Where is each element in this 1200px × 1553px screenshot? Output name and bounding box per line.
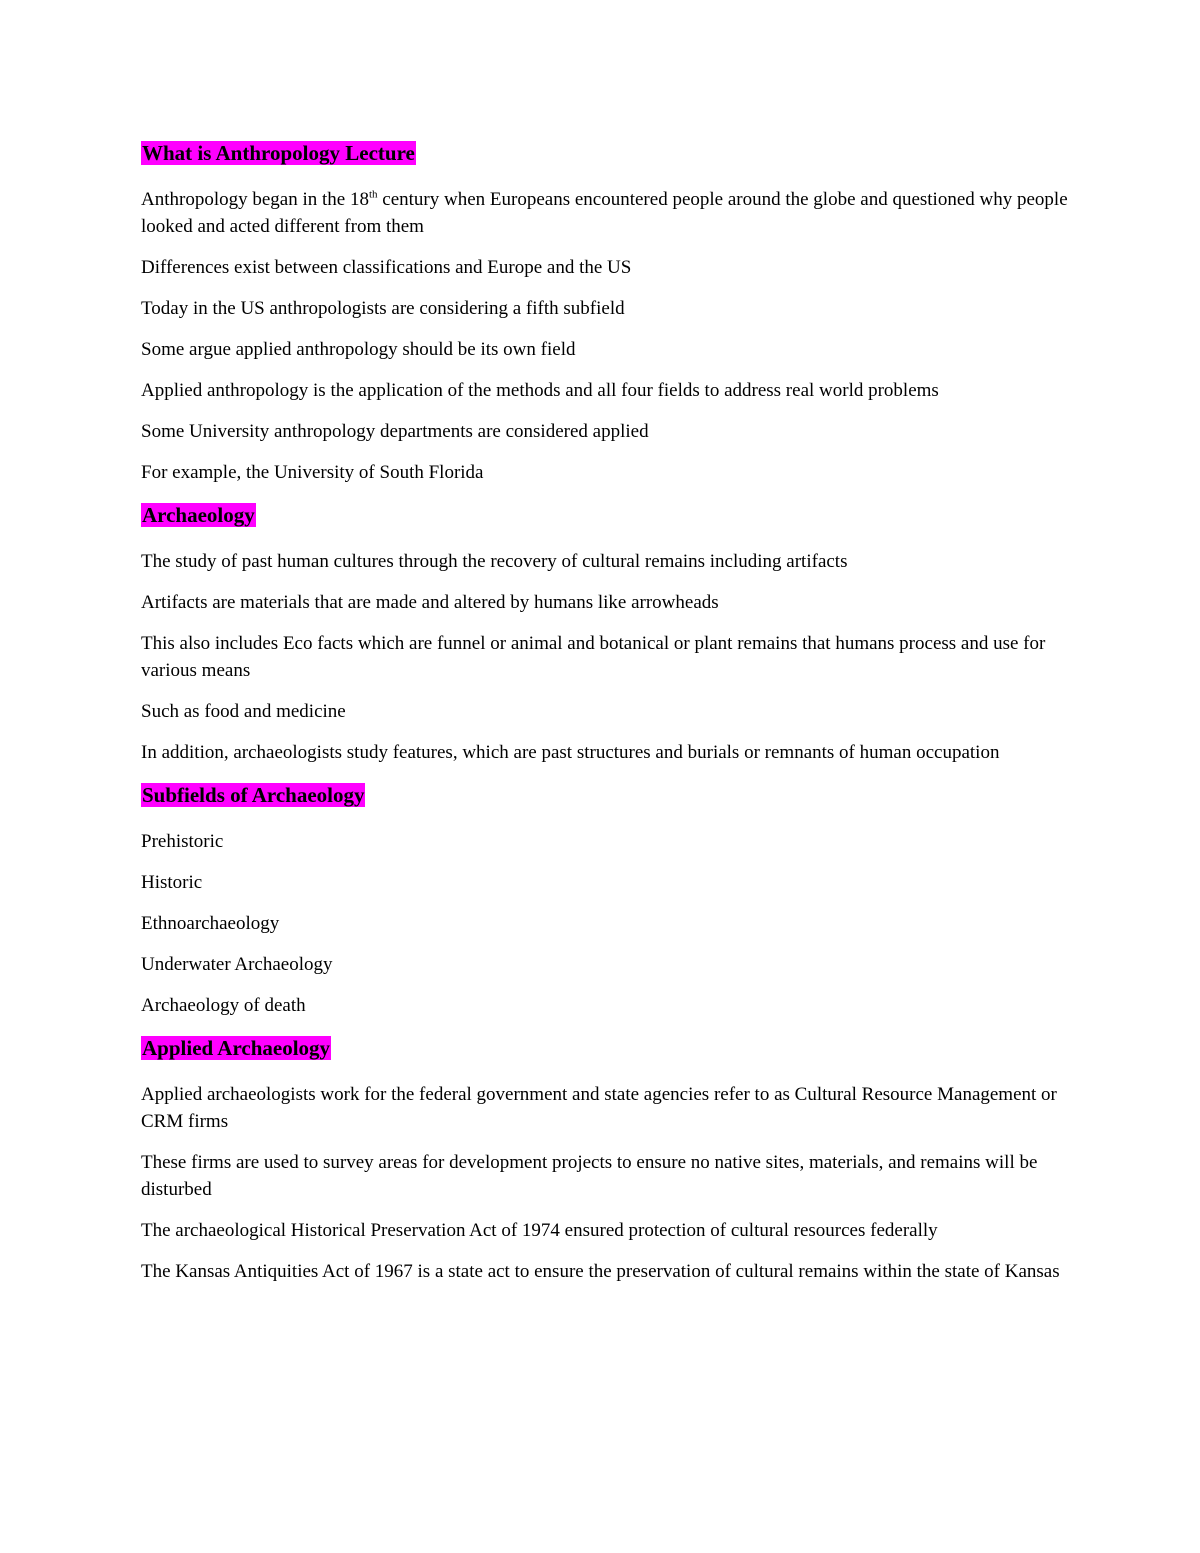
paragraph: In addition, archaeologists study features, which are past structures and burials or remnants of human occupation	[141, 742, 1000, 763]
paragraph: The study of past human cultures through the recovery of cultural remains including artifacts	[141, 551, 848, 572]
paragraph: Such as food and medicine	[141, 701, 346, 722]
highlighted-heading-text: What is Anthropology Lecture	[142, 141, 415, 165]
section-heading	[141, 138, 1071, 169]
paragraph	[141, 186, 1071, 240]
paragraph: This also includes Eco facts which are funnel or animal and botanical or plant remains that humans process and use for various means	[141, 633, 1046, 681]
section-applied-archaeology	[141, 1033, 1071, 1285]
paragraph: For example, the University of South Florida	[141, 462, 484, 483]
paragraph: The Kansas Antiquities Act of 1967 is a state act to ensure the preservation of cultural remains within the state of Kansas	[141, 1261, 1060, 1282]
paragraph: Applied anthropology is the application of the methods and all four fields to address real world problems	[141, 380, 939, 401]
list-item: Ethnoarchaeology	[141, 913, 280, 934]
highlighted-heading-text: Applied Archaeology	[142, 1036, 331, 1060]
section-heading	[141, 780, 1071, 811]
paragraph-text: Anthropology began in the 18	[141, 189, 369, 210]
document-page	[141, 138, 1071, 1299]
superscript-text: th	[368, 188, 378, 201]
section-heading	[141, 1033, 1071, 1064]
highlighted-heading-text: Archaeology	[142, 503, 255, 527]
section-subfields-of-archaeology	[141, 780, 1071, 1019]
list-item: Underwater Archaeology	[141, 954, 333, 975]
paragraph-text: century when Europeans encountered people around the globe and questioned why people looked and acted different from them	[141, 189, 1068, 237]
paragraph: Some argue applied anthropology should be its own field	[141, 339, 576, 360]
paragraph: Differences exist between classifications and Europe and the US	[141, 257, 632, 278]
section-what-is-anthropology	[141, 138, 1071, 486]
paragraph: Applied archaeologists work for the federal government and state agencies refer to as Cultural Resource Management or CRM firms	[141, 1084, 1057, 1132]
list-item: Historic	[141, 872, 203, 893]
list-item: Prehistoric	[141, 831, 224, 852]
highlighted-heading-text: Subfields of Archaeology	[142, 783, 365, 807]
paragraph: Some University anthropology departments are considered applied	[141, 421, 649, 442]
paragraph: Artifacts are materials that are made and altered by humans like arrowheads	[141, 592, 719, 613]
paragraph: Today in the US anthropologists are considering a fifth subfield	[141, 298, 625, 319]
paragraph: These firms are used to survey areas for development projects to ensure no native sites, materials, and remains will be disturbed	[141, 1152, 1038, 1200]
section-heading	[141, 500, 1071, 531]
paragraph: The archaeological Historical Preservation Act of 1974 ensured protection of cultural resources federally	[141, 1220, 938, 1241]
section-archaeology	[141, 500, 1071, 766]
list-item: Archaeology of death	[141, 995, 306, 1016]
